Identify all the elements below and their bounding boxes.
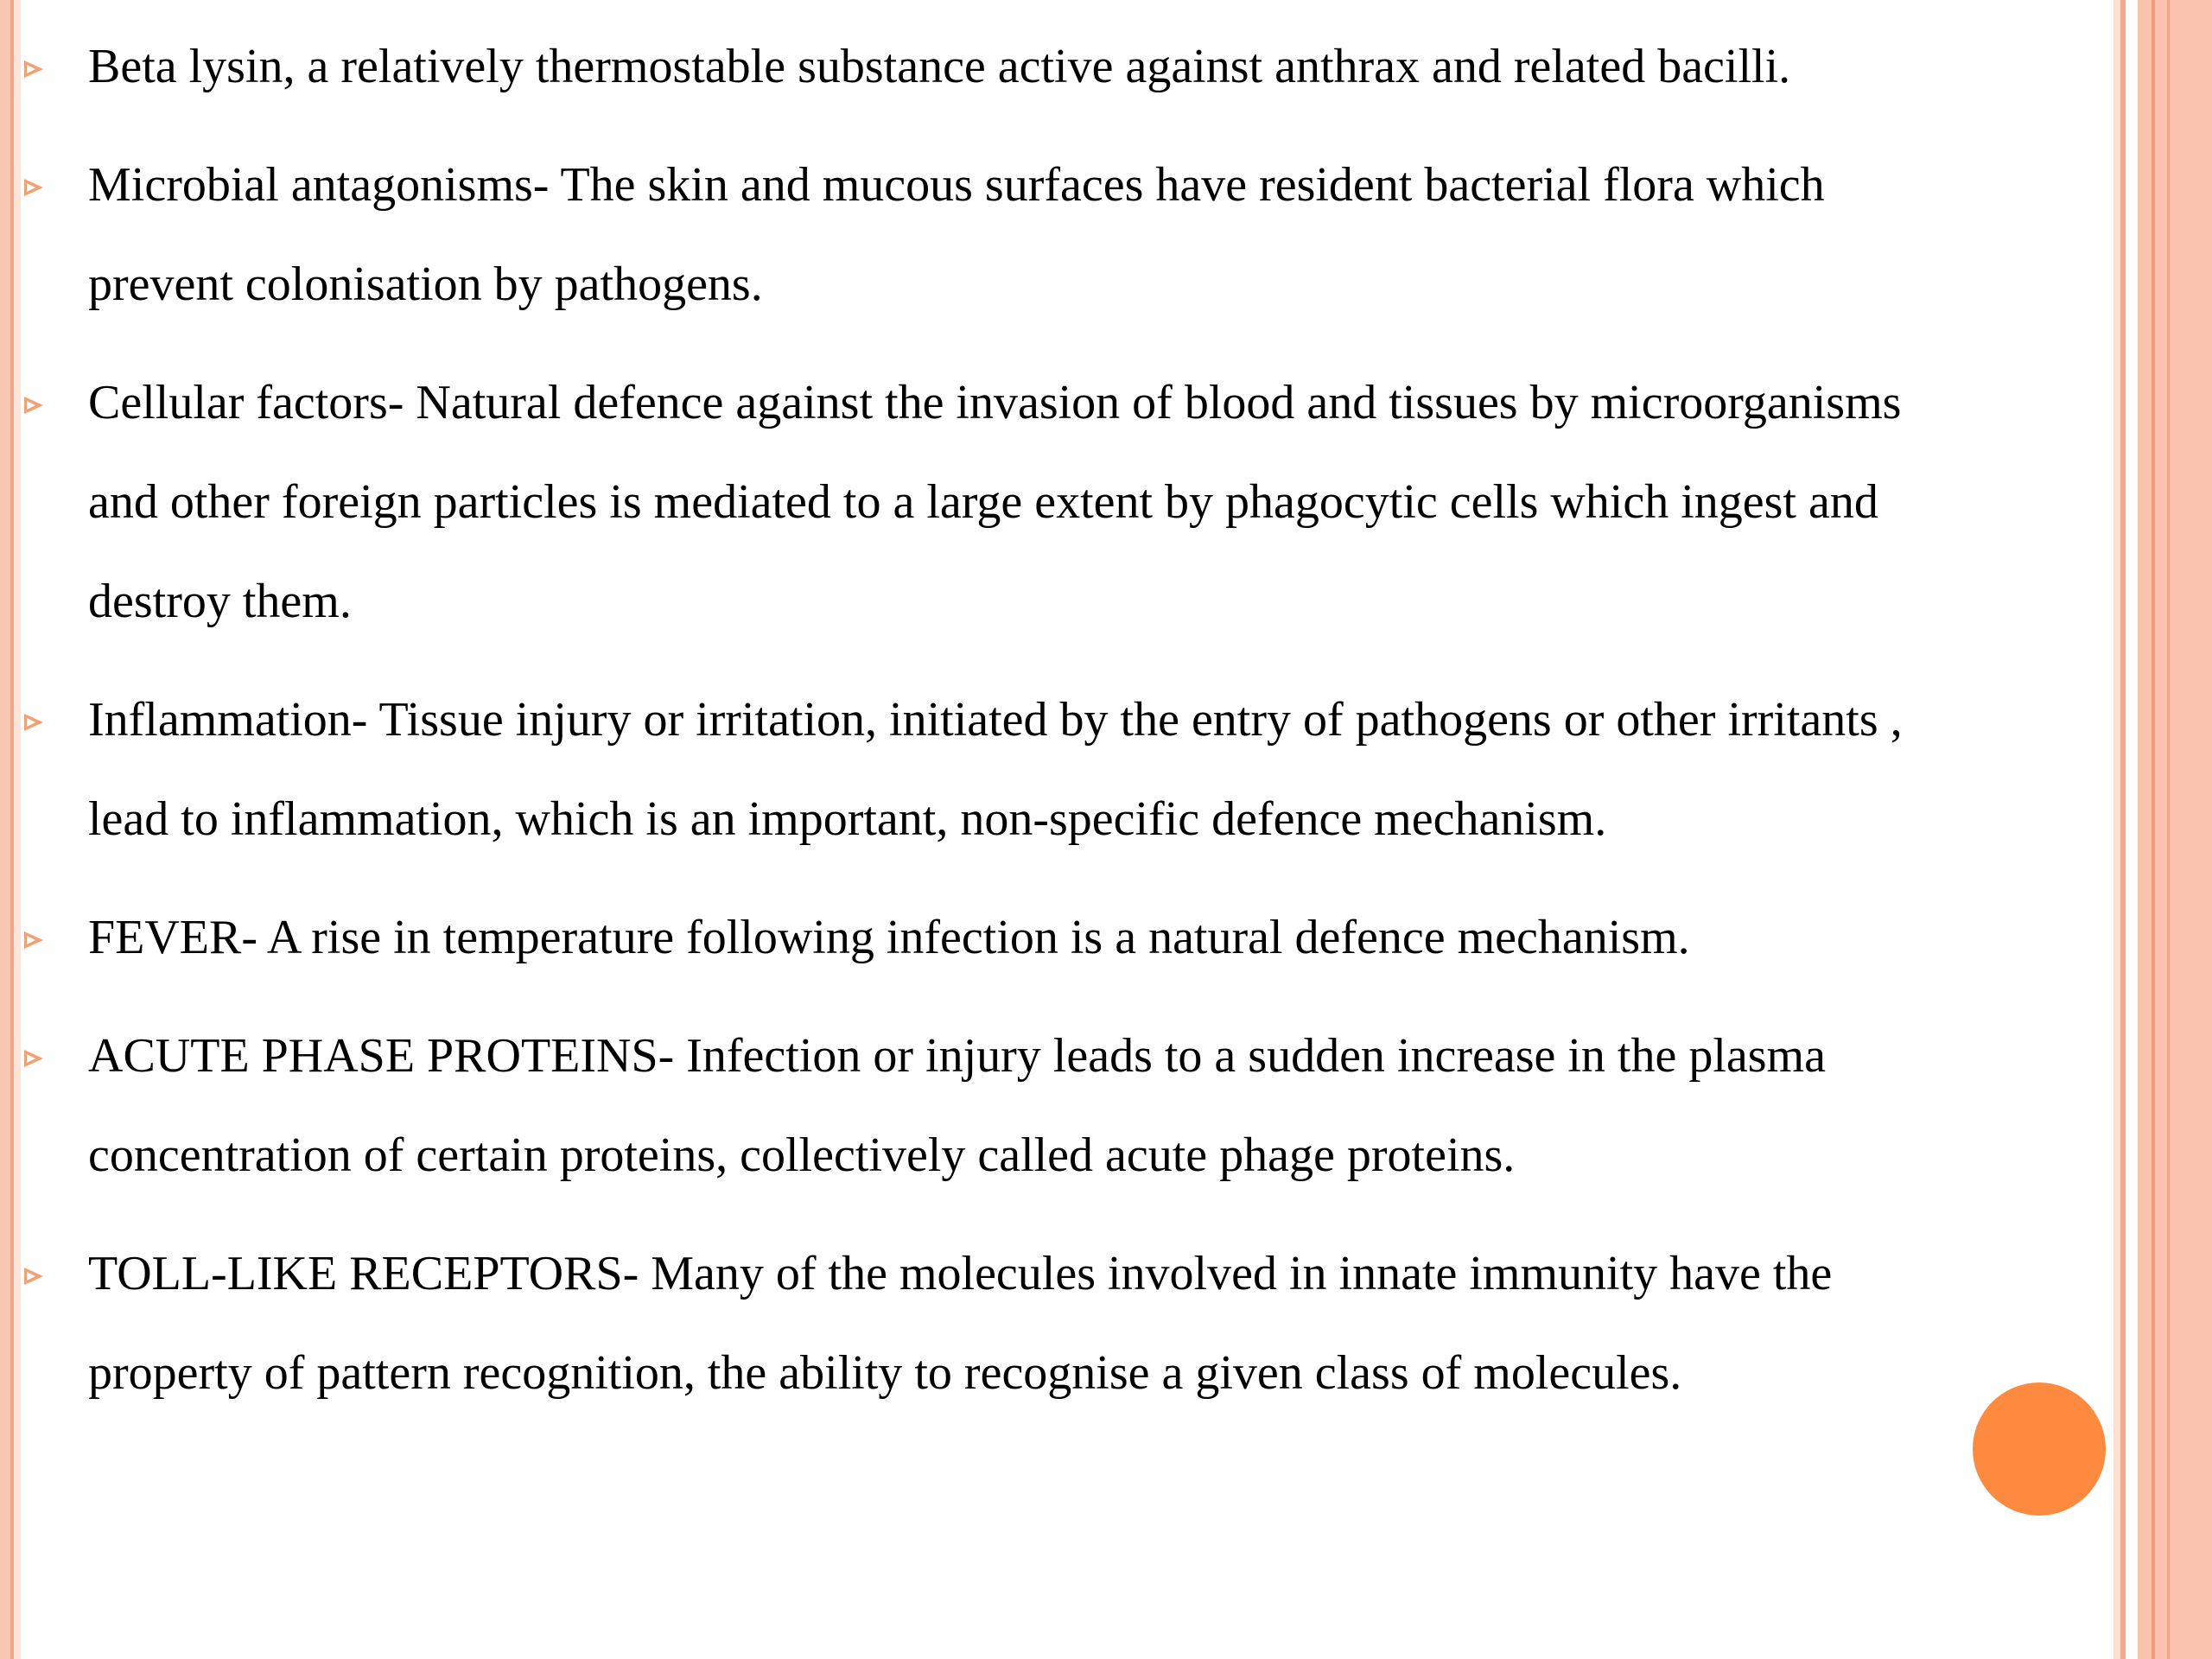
arrow-bullet-icon: [24, 60, 43, 78]
orange-circle-decoration: [1973, 1382, 2106, 1516]
bullet-text-line: Inflammation- Tissue injury or irritation, initiated by the entry of pathogens or other irritants ,: [88, 693, 1903, 747]
bullet-text-line: and other foreign particles is mediated to a large extent by phagocytic cells which ingest and: [88, 475, 1878, 529]
bullet-text-line: Beta lysin, a relatively thermostable substance active against anthrax and related bacilli.: [88, 40, 1791, 93]
bullet-text-line: property of pattern recognition, the ability to recognise a given class of molecules.: [88, 1346, 1682, 1400]
bullet-text-line: concentration of certain proteins, collectively called acute phage proteins.: [88, 1128, 1516, 1182]
arrow-bullet-icon: [24, 714, 43, 731]
bullet-text-line: TOLL-LIKE RECEPTORS- Many of the molecules involved in innate immunity have the: [88, 1247, 1833, 1300]
bullet-text-line: lead to inflammation, which is an important, non-specific defence mechanism.: [88, 792, 1607, 846]
bullet-text-line: FEVER- A rise in temperature following infection is a natural defence mechanism.: [88, 911, 1690, 964]
arrow-bullet-icon: [24, 931, 43, 949]
arrow-bullet-icon: [24, 397, 43, 414]
arrow-bullet-icon: [24, 1050, 43, 1067]
bullet-text-line: prevent colonisation by pathogens.: [88, 257, 763, 311]
bullet-text-line: Microbial antagonisms- The skin and mucous surfaces have resident bacterial flora which: [88, 158, 1825, 212]
bullet-text-line: destroy them.: [88, 575, 352, 628]
arrow-bullet-icon: [24, 179, 43, 196]
bullet-text-line: ACUTE PHASE PROTEINS- Infection or injury leads to a sudden increase in the plasma: [88, 1029, 1826, 1083]
arrow-bullet-icon: [24, 1268, 43, 1285]
bullet-text-line: Cellular factors- Natural defence against the invasion of blood and tissues by microorganisms: [88, 376, 1902, 429]
